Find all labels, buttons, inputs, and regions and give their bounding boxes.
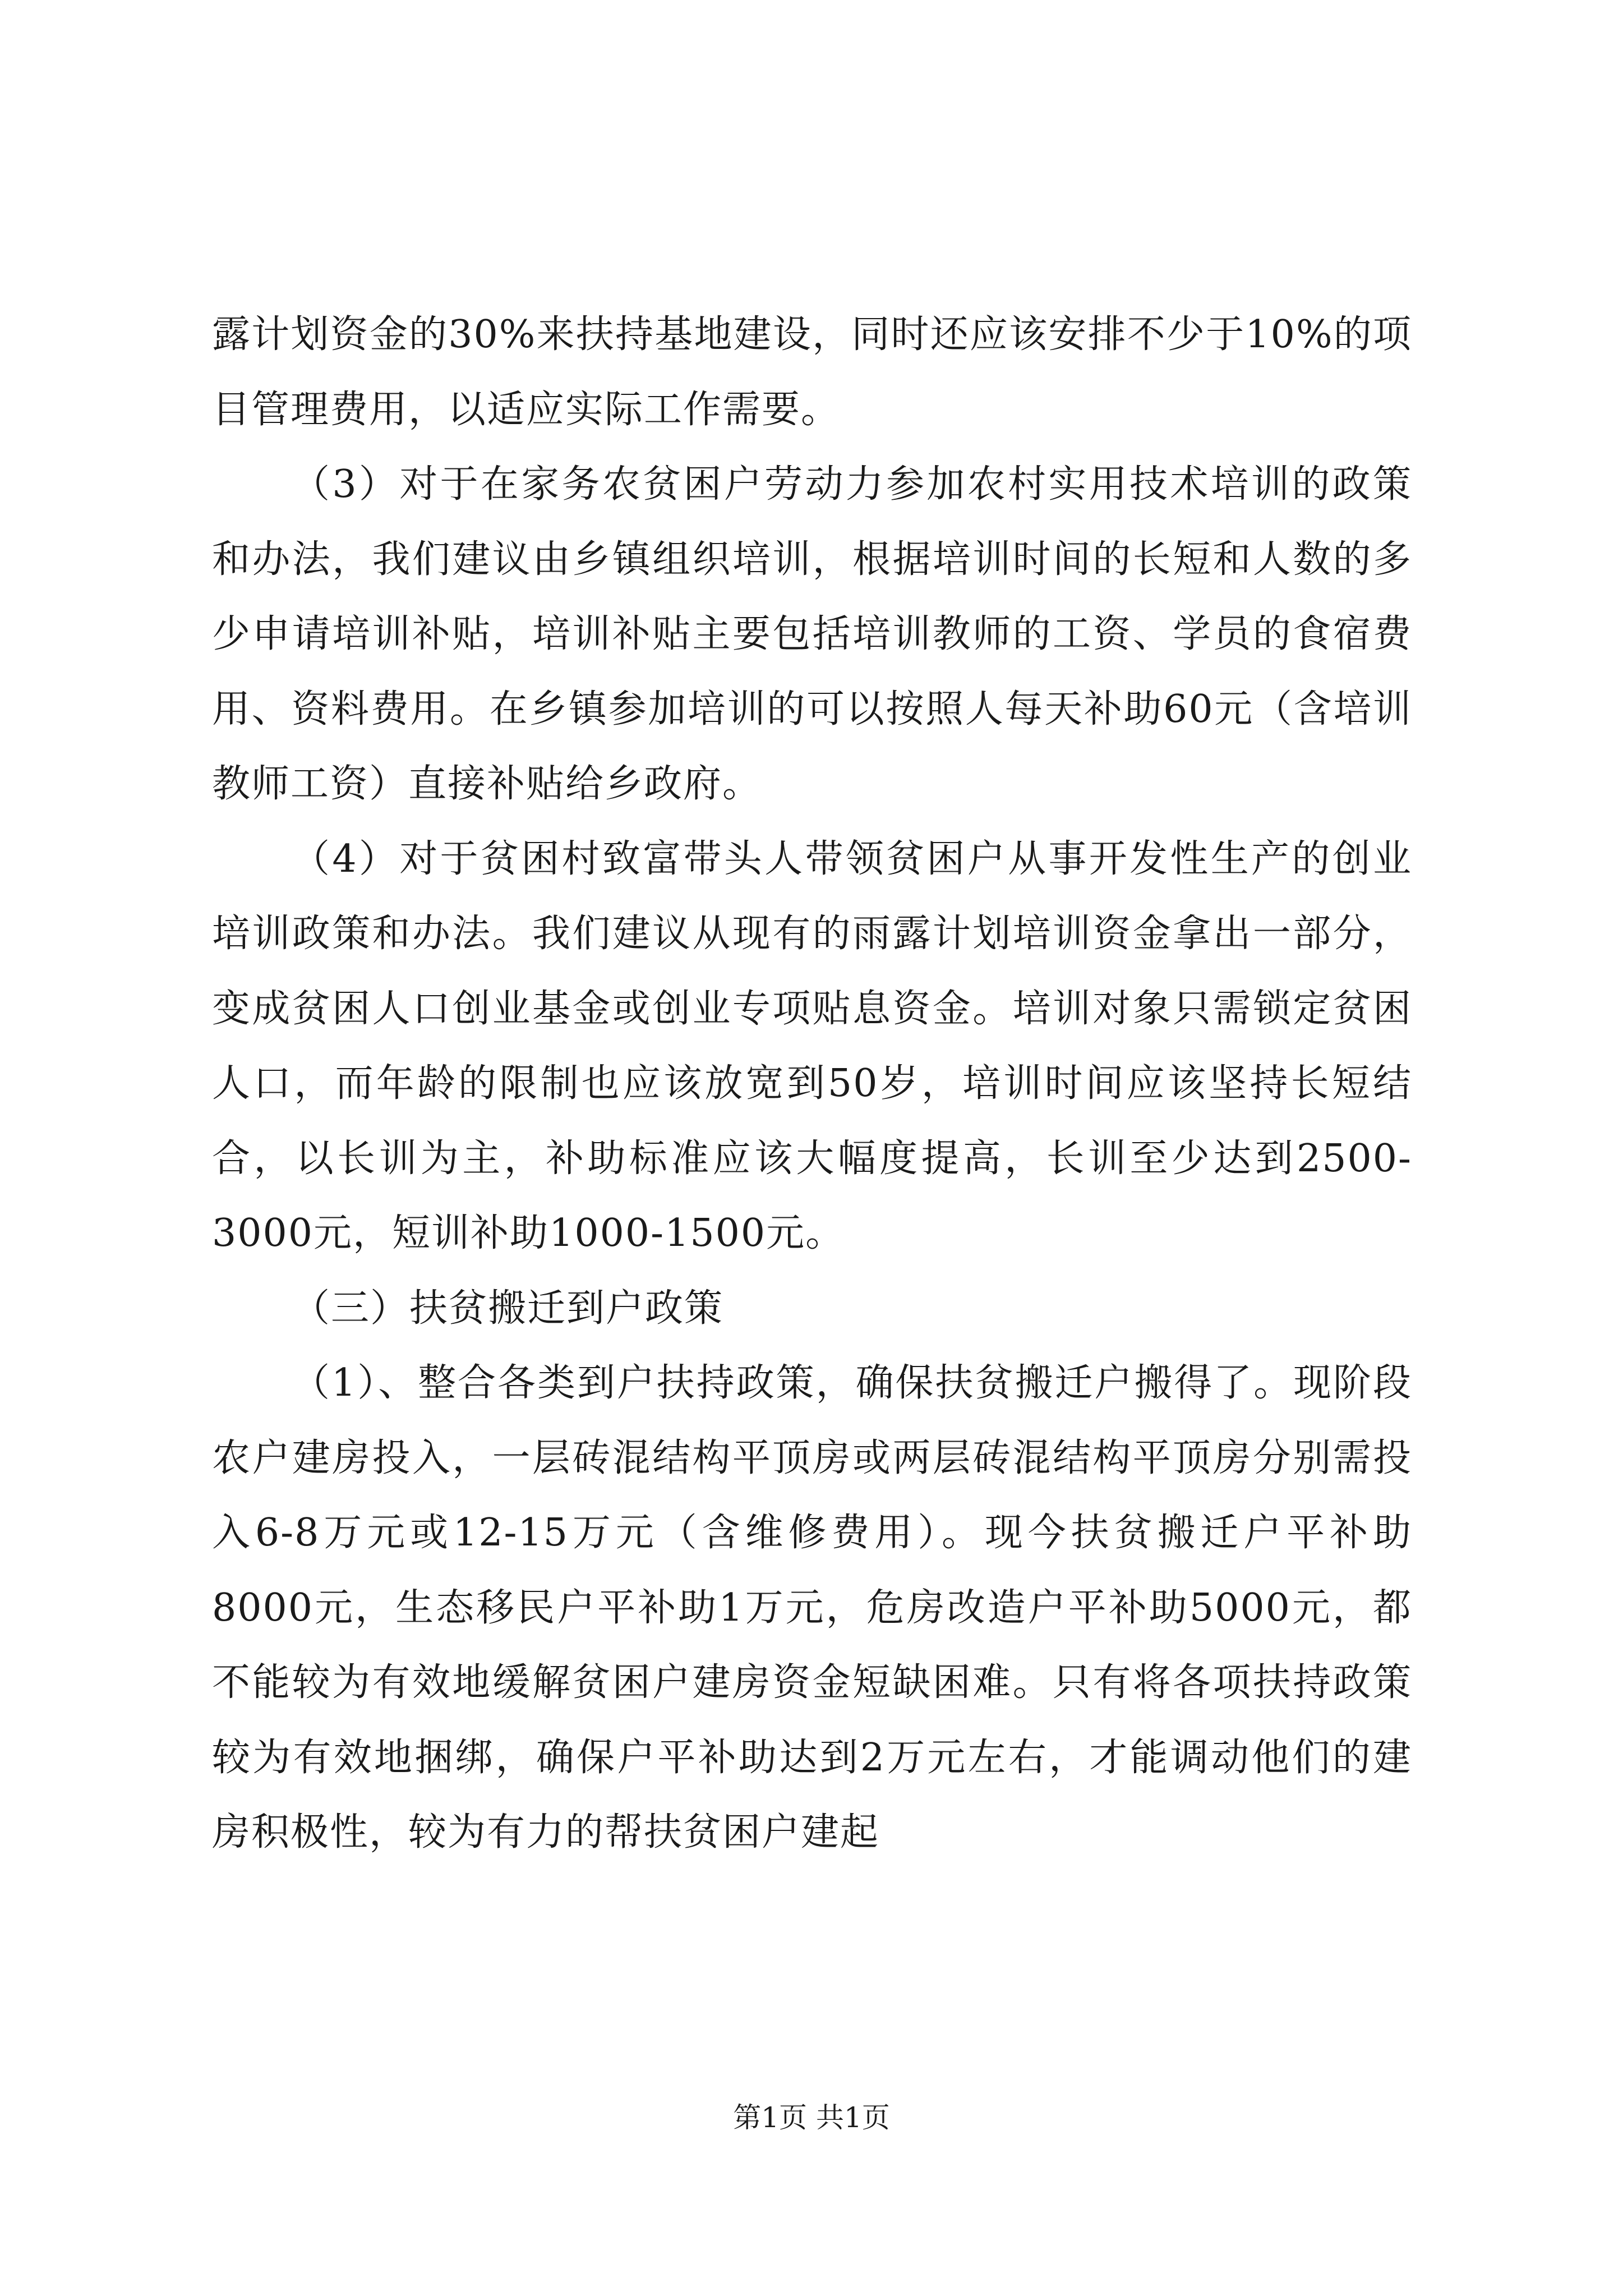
paragraph-1: 露计划资金的30%来扶持基地建设，同时还应该安排不少于10%的项目管理费用，以适应实际工作需要。 xyxy=(212,312,1412,432)
paragraph-5: （1）、整合各类到户扶持政策，确保扶贫搬迁户搬得了。现阶段农户建房投入，一层砖混结构平顶房或两层砖混结构平顶房分别需投入6-8万元或12-15万元（含维修费用）。现今扶贫搬迁户平补助8000元，生态移民户平补助1万元，危房改造户平补助5000元，都不能较为有效地缓解贫困户建房资金短缺困难。只有将各项扶持政策较为有效地捆绑，确保户平补助达到2万元左右，才能调动他们的建房积极性，较为有力的帮扶贫困户建起 xyxy=(212,1361,1412,1855)
page-footer: 第1页 共1页 xyxy=(733,2101,890,2134)
section-heading: （三）扶贫搬迁到户政策 xyxy=(292,1286,724,1331)
paragraph-3: （4）对于贫困村致富带头人带领贫困户从事开发性生产的创业培训政策和办法。我们建议从现有的雨露计划培训资金拿出一部分，变成贫困人口创业基金或创业专项贴息资金。培训对象只需锁定贫困人口，而年龄的限制也应该放宽到50岁，培训时间应该坚持长短结合，以长训为主，补助标准应该大幅度提高，长训至少达到2500-3000元，短训补助1000-1500元。 xyxy=(212,836,1412,1255)
document-body xyxy=(212,297,1412,1870)
paragraph-2: （3）对于在家务农贫困户劳动力参加农村实用技术培训的政策和办法，我们建议由乡镇组织培训，根据培训时间的长短和人数的多少申请培训补贴，培训补贴主要包括培训教师的工资、学员的食宿费用、资料费用。在乡镇参加培训的可以按照人每天补助60元（含培训教师工资）直接补贴给乡政府。 xyxy=(212,462,1412,806)
